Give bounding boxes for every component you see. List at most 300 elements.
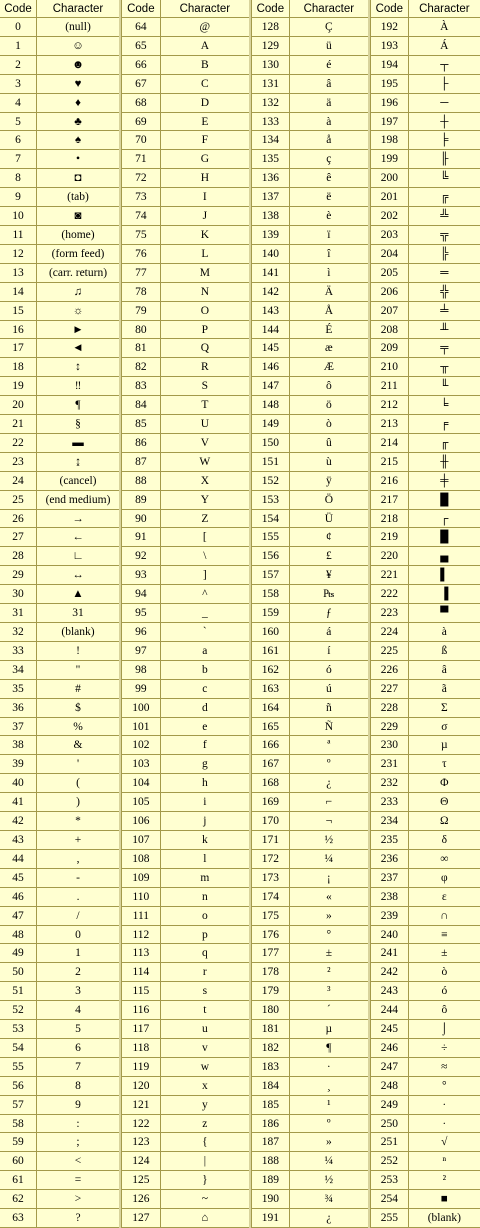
column-divider <box>119 0 121 1228</box>
character-cell: ▀ <box>440 607 449 619</box>
character-cell: p <box>201 928 208 941</box>
code-cell: 59 <box>0 1133 37 1151</box>
code-cell: 39 <box>0 755 37 773</box>
character-cell: ã <box>441 683 447 695</box>
code-cell: 188 <box>252 1152 290 1170</box>
character-cell: ├ <box>440 78 449 90</box>
character-cell: ┌ <box>440 512 449 525</box>
table-row <box>252 1058 368 1077</box>
table-row <box>371 831 480 850</box>
character-cell: , <box>76 853 80 865</box>
code-cell: 58 <box>0 1115 37 1132</box>
table-row <box>122 1001 249 1020</box>
character-cell: à <box>326 115 332 128</box>
code-cell: 47 <box>0 907 37 925</box>
table-row <box>122 736 249 755</box>
code-cell: 124 <box>122 1152 161 1170</box>
table-row <box>122 869 249 888</box>
character-cell: ¾ <box>324 1193 334 1205</box>
code-cell: 123 <box>122 1133 161 1151</box>
character-cell: ¼ <box>324 1155 334 1167</box>
code-cell: 65 <box>122 37 161 55</box>
character-cell: φ <box>441 872 448 884</box>
code-cell: 112 <box>122 926 161 943</box>
code-header: Code <box>371 0 409 17</box>
code-cell: 176 <box>252 926 290 943</box>
table-row <box>0 831 119 850</box>
character-cell: ö <box>325 399 332 411</box>
table-row <box>122 472 249 491</box>
table-row <box>252 377 368 396</box>
character-cell: → <box>72 512 84 525</box>
table-row <box>122 1077 249 1096</box>
table-row <box>252 926 368 944</box>
code-cell: 113 <box>122 944 161 962</box>
code-cell: 125 <box>122 1171 161 1189</box>
code-cell: 186 <box>252 1115 290 1132</box>
code-cell: 237 <box>371 869 409 887</box>
code-cell: 138 <box>252 207 290 225</box>
character-cell: ┼ <box>440 115 449 128</box>
character-cell: + <box>74 834 82 846</box>
code-cell: 131 <box>252 75 290 93</box>
code-cell: 40 <box>0 774 37 792</box>
table-row <box>122 94 249 113</box>
table-row <box>122 604 249 623</box>
table-row <box>371 547 480 566</box>
character-cell: : <box>76 1117 80 1130</box>
table-row <box>122 207 249 226</box>
character-cell: ► <box>72 323 84 336</box>
table-row <box>371 377 480 396</box>
table-row <box>252 396 368 415</box>
code-cell: 202 <box>371 207 409 225</box>
code-cell: 219 <box>371 528 409 546</box>
character-cell: a <box>202 645 208 657</box>
code-cell: 240 <box>371 926 409 943</box>
table-row <box>371 453 480 472</box>
character-cell: ↨ <box>75 456 81 468</box>
character-cell: # <box>75 683 81 695</box>
character-cell: Φ <box>440 777 449 789</box>
character-cell: ¼ <box>324 853 334 865</box>
character-cell: n <box>201 891 208 903</box>
code-cell: 203 <box>371 226 409 244</box>
code-cell: 172 <box>252 850 290 868</box>
table-row <box>0 793 119 812</box>
code-cell: 174 <box>252 888 290 906</box>
table-row <box>0 207 119 226</box>
code-cell: 5 <box>0 113 37 130</box>
code-cell: 0 <box>0 18 37 36</box>
table-row <box>252 131 368 150</box>
code-cell: 167 <box>252 755 290 773</box>
character-cell: ¹ <box>327 1099 331 1111</box>
code-cell: 247 <box>371 1058 409 1076</box>
table-row <box>122 453 249 472</box>
character-cell: ─ <box>440 97 449 109</box>
code-cell: 115 <box>122 982 161 1000</box>
code-cell: 213 <box>371 415 409 433</box>
character-cell: 3 <box>75 985 81 997</box>
code-cell: 182 <box>252 1039 290 1057</box>
table-row <box>0 926 119 944</box>
table-row <box>0 491 119 510</box>
character-cell: d <box>201 702 208 714</box>
code-cell: 171 <box>252 831 290 849</box>
table-row <box>371 37 480 56</box>
character-cell: ‼ <box>74 380 82 392</box>
table-row <box>0 377 119 396</box>
character-cell: ] <box>202 569 207 581</box>
table-row <box>252 1133 368 1152</box>
table-row <box>252 169 368 188</box>
code-cell: 149 <box>252 415 290 433</box>
table-row <box>252 907 368 926</box>
character-cell: h <box>201 777 208 789</box>
table-row <box>122 585 249 604</box>
code-cell: 151 <box>252 453 290 471</box>
character-cell: ◘ <box>74 172 82 184</box>
table-row <box>122 623 249 642</box>
code-cell: 218 <box>371 510 409 527</box>
code-cell: 220 <box>371 547 409 565</box>
table-row <box>122 169 249 188</box>
table-row <box>252 642 368 661</box>
table-row <box>0 642 119 661</box>
table-row <box>371 1096 480 1115</box>
character-cell: (blank) <box>427 1212 461 1224</box>
table-column-group <box>370 0 480 1228</box>
code-cell: 69 <box>122 113 161 130</box>
table-row <box>0 131 119 150</box>
character-cell: · <box>442 1099 447 1111</box>
table-row <box>252 547 368 566</box>
code-cell: 153 <box>252 491 290 509</box>
character-cell: ╚ <box>440 172 449 184</box>
table-column-group <box>0 0 119 1228</box>
table-row <box>371 131 480 150</box>
character-cell: δ <box>441 834 448 846</box>
code-cell: 53 <box>0 1020 37 1038</box>
code-cell: 148 <box>252 396 290 414</box>
table-row <box>252 699 368 718</box>
character-cell: B <box>201 59 209 71</box>
code-cell: 90 <box>122 510 161 527</box>
character-cell: ÷ <box>441 1042 448 1054</box>
code-cell: 12 <box>0 245 37 263</box>
table-row <box>0 982 119 1001</box>
character-cell: 7 <box>75 1061 81 1073</box>
table-row <box>371 793 480 812</box>
table-row <box>252 566 368 585</box>
table-row <box>371 1152 480 1171</box>
character-cell: ⌐ <box>325 796 333 808</box>
character-cell: ∩ <box>440 910 449 922</box>
character-cell: ╒ <box>440 418 449 430</box>
character-cell: ¡ <box>326 872 331 884</box>
table-row <box>0 774 119 793</box>
code-cell: 229 <box>371 718 409 735</box>
character-header: Character <box>52 2 104 15</box>
code-cell: 76 <box>122 245 161 263</box>
character-cell: ╓ <box>440 437 449 449</box>
code-cell: 241 <box>371 944 409 962</box>
character-cell: ╨ <box>440 323 449 336</box>
table-row <box>371 396 480 415</box>
table-row <box>122 1133 249 1152</box>
code-cell: 120 <box>122 1077 161 1095</box>
code-cell: 158 <box>252 585 290 603</box>
table-row <box>252 1077 368 1096</box>
code-cell: 156 <box>252 547 290 565</box>
character-cell: ó <box>441 985 448 997</box>
table-row <box>252 831 368 850</box>
character-cell: √ <box>441 1136 448 1148</box>
character-cell: ç <box>326 153 332 165</box>
character-cell: â <box>441 664 447 676</box>
character-cell: █ <box>440 531 449 543</box>
code-cell: 48 <box>0 926 37 943</box>
character-cell: § <box>75 418 81 430</box>
character-cell: y <box>201 1099 208 1111</box>
code-cell: 64 <box>122 18 161 36</box>
table-row <box>371 434 480 453</box>
table-row <box>122 699 249 718</box>
table-row <box>0 850 119 869</box>
code-cell: 233 <box>371 793 409 811</box>
code-cell: 126 <box>122 1190 161 1208</box>
table-row <box>371 207 480 226</box>
column-header-row <box>371 0 480 18</box>
code-cell: 180 <box>252 1001 290 1019</box>
table-row <box>371 661 480 680</box>
table-row <box>371 850 480 869</box>
code-header: Code <box>252 0 290 17</box>
character-cell: Y <box>200 494 209 506</box>
character-cell: ╥ <box>440 361 449 373</box>
code-cell: 170 <box>252 812 290 830</box>
table-row <box>122 1058 249 1077</box>
character-cell: ° <box>326 928 332 941</box>
character-cell: σ <box>441 720 448 733</box>
character-cell: ▐ <box>440 588 449 600</box>
code-cell: 9 <box>0 188 37 206</box>
code-cell: 1 <box>0 37 37 55</box>
character-cell: ☼ <box>72 305 84 317</box>
code-cell: 197 <box>371 113 409 130</box>
code-cell: 185 <box>252 1096 290 1114</box>
code-cell: 25 <box>0 491 37 509</box>
character-cell: ² <box>327 966 331 978</box>
code-cell: 66 <box>122 56 161 74</box>
table-column-group <box>121 0 249 1228</box>
character-cell: Ñ <box>324 720 333 733</box>
character-header: Character <box>179 2 231 15</box>
code-cell: 178 <box>252 963 290 981</box>
code-cell: 56 <box>0 1077 37 1095</box>
character-cell: ╔ <box>440 191 449 203</box>
character-cell: ♣ <box>74 115 82 128</box>
table-row <box>252 94 368 113</box>
code-cell: 209 <box>371 339 409 357</box>
character-cell: ¶ <box>75 399 81 411</box>
code-cell: 92 <box>122 547 161 565</box>
table-row <box>371 774 480 793</box>
code-cell: 166 <box>252 736 290 754</box>
character-cell: ≈ <box>441 1061 448 1073</box>
code-cell: 73 <box>122 188 161 206</box>
code-cell: 51 <box>0 982 37 1000</box>
table-row <box>122 1190 249 1209</box>
table-row <box>252 283 368 302</box>
table-row <box>122 131 249 150</box>
table-row <box>122 18 249 37</box>
table-row <box>0 358 119 377</box>
character-cell: - <box>76 872 80 884</box>
table-row <box>371 169 480 188</box>
character-cell: ₧ <box>323 588 335 600</box>
character-cell: ª <box>327 739 331 751</box>
table-row <box>122 1171 249 1190</box>
table-row <box>252 226 368 245</box>
table-row <box>252 604 368 623</box>
character-cell: { <box>202 1136 208 1148</box>
character-cell: ñ <box>325 702 332 714</box>
character-cell: c <box>202 683 208 695</box>
code-cell: 253 <box>371 1171 409 1189</box>
table-row <box>371 358 480 377</box>
table-row <box>371 1001 480 1020</box>
character-cell: x <box>201 1080 208 1092</box>
character-cell: ò <box>325 418 332 430</box>
table-row <box>122 245 249 264</box>
code-cell: 175 <box>252 907 290 925</box>
code-cell: 93 <box>122 566 161 584</box>
character-cell: ∟ <box>72 550 84 562</box>
character-cell: ¶ <box>326 1042 332 1054</box>
code-cell: 95 <box>122 604 161 622</box>
table-row <box>122 944 249 963</box>
character-cell: Æ <box>323 361 334 373</box>
character-cell: l <box>203 853 207 865</box>
table-row <box>122 907 249 926</box>
character-cell: ¥ <box>325 569 332 581</box>
code-cell: 221 <box>371 566 409 584</box>
code-cell: 68 <box>122 94 161 112</box>
table-row <box>252 1171 368 1190</box>
character-cell: ♫ <box>73 286 83 298</box>
character-cell: k <box>201 834 208 846</box>
code-cell: 243 <box>371 982 409 1000</box>
code-cell: 82 <box>122 358 161 376</box>
character-cell: S <box>201 380 209 392</box>
code-cell: 217 <box>371 491 409 509</box>
table-row <box>0 339 119 358</box>
character-cell: û <box>325 437 332 449</box>
table-row <box>252 264 368 283</box>
table-row <box>0 472 119 491</box>
table-row <box>122 831 249 850</box>
table-row <box>252 415 368 434</box>
code-cell: 61 <box>0 1171 37 1189</box>
table-row <box>252 113 368 131</box>
code-header: Code <box>122 0 161 17</box>
code-cell: 135 <box>252 150 290 168</box>
table-row <box>371 1190 480 1209</box>
code-cell: 226 <box>371 661 409 679</box>
character-cell: K <box>200 229 209 241</box>
code-cell: 140 <box>252 245 290 263</box>
character-cell: ì <box>327 267 331 279</box>
table-row <box>371 1133 480 1152</box>
code-cell: 84 <box>122 396 161 414</box>
table-row <box>252 510 368 528</box>
table-row <box>122 510 249 528</box>
character-cell: º <box>327 1117 331 1130</box>
code-cell: 137 <box>252 188 290 206</box>
character-cell: ═ <box>440 267 449 279</box>
code-cell: 52 <box>0 1001 37 1019</box>
table-row <box>252 434 368 453</box>
code-cell: 235 <box>371 831 409 849</box>
character-cell: £ <box>325 550 332 562</box>
character-cell: 6 <box>75 1042 81 1054</box>
table-row <box>252 888 368 907</box>
code-cell: 201 <box>371 188 409 206</box>
table-row <box>371 226 480 245</box>
code-cell: 210 <box>371 358 409 376</box>
character-cell: (home) <box>61 229 95 241</box>
table-row <box>252 982 368 1001</box>
code-cell: 75 <box>122 226 161 244</box>
table-row <box>371 1039 480 1058</box>
table-row <box>122 1209 249 1228</box>
character-cell: < <box>74 1155 82 1167</box>
table-row <box>371 1020 480 1039</box>
code-cell: 254 <box>371 1190 409 1208</box>
code-cell: 160 <box>252 623 290 641</box>
table-row <box>0 528 119 547</box>
character-cell: ô <box>325 380 332 392</box>
code-cell: 216 <box>371 472 409 490</box>
table-row <box>371 566 480 585</box>
table-row <box>252 1001 368 1020</box>
character-cell: ■ <box>440 1193 448 1205</box>
table-row <box>122 642 249 661</box>
character-cell: Å <box>324 305 333 317</box>
character-cell: å <box>326 134 332 146</box>
character-cell: Á <box>440 40 449 52</box>
code-cell: 18 <box>0 358 37 376</box>
table-row <box>122 793 249 812</box>
character-cell: Ö <box>324 494 333 506</box>
table-row <box>252 812 368 831</box>
character-cell: j <box>203 815 207 827</box>
table-row <box>371 113 480 131</box>
code-cell: 89 <box>122 491 161 509</box>
code-cell: 13 <box>0 264 37 282</box>
code-cell: 23 <box>0 453 37 471</box>
table-row <box>252 302 368 321</box>
table-row <box>252 1039 368 1058</box>
table-row <box>0 1058 119 1077</box>
character-cell: · <box>326 1061 331 1073</box>
character-cell: ╟ <box>440 153 449 165</box>
code-cell: 80 <box>122 321 161 338</box>
table-row <box>122 415 249 434</box>
code-cell: 3 <box>0 75 37 93</box>
